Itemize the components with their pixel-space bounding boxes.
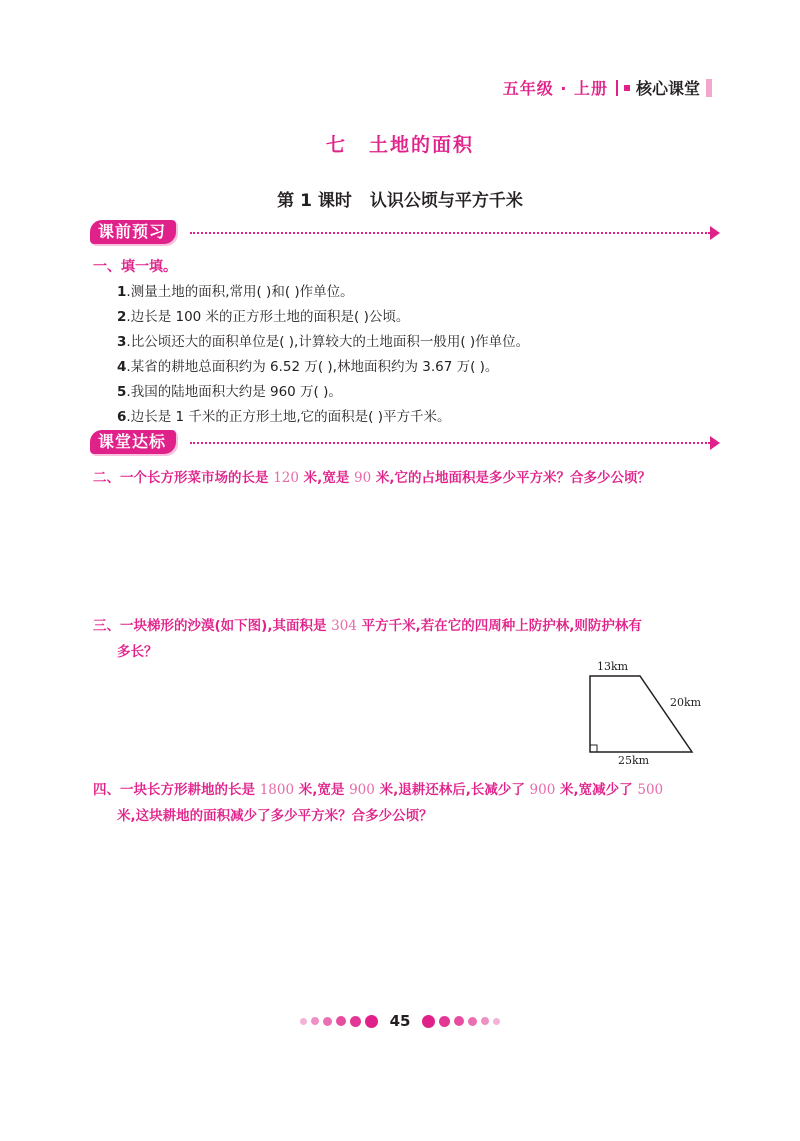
header-square-icon xyxy=(624,85,630,91)
footer-dot-icon xyxy=(300,1018,307,1025)
top-side-label: 13km xyxy=(597,660,629,673)
chapter-title xyxy=(0,130,800,157)
right-angle-marker xyxy=(590,745,597,752)
classroom-banner xyxy=(90,430,720,456)
bottom-side-label: 25km xyxy=(618,754,650,767)
problem-4-line-2: 米,这块耕地的面积减少了多少平方米？合多少公顷？ xyxy=(117,808,433,824)
footer-dot-icon xyxy=(350,1016,361,1027)
lesson-title xyxy=(0,186,800,211)
series-label: 核心课堂 xyxy=(635,79,700,98)
slant-side-label: 20km xyxy=(670,696,702,709)
running-header xyxy=(503,76,712,99)
footer-dot-icon xyxy=(336,1016,346,1026)
preview-banner xyxy=(90,220,720,246)
classroom-tab: 课堂达标 xyxy=(90,430,176,454)
page-number: 45 xyxy=(389,1012,411,1030)
banner-dotted-line xyxy=(190,232,710,234)
fill-item-4: 4.某省的耕地总面积约为 6.52 万( ),林地面积约为 3.67 万( )。 xyxy=(117,359,499,375)
arrow-right-icon xyxy=(710,436,720,450)
problem-2: 二、一个长方形菜市场的长是 120 米,宽是 90 米,它的占地面积是多少平方米？合多少公顷？ xyxy=(93,470,652,486)
lesson-name: 认识公顷与平方千米 xyxy=(369,191,523,211)
footer-dot-icon xyxy=(311,1017,319,1025)
fill-item-2: 2.边长是 100 米的正方形土地的面积是( )公顷。 xyxy=(117,309,410,325)
banner-dotted-line xyxy=(190,442,710,444)
footer-dot-icon xyxy=(493,1018,500,1025)
fill-item-1: 1.测量土地的面积,常用( )和( )作单位。 xyxy=(117,284,354,300)
trapezoid-diagram xyxy=(570,656,720,768)
footer-dot-icon xyxy=(422,1015,435,1028)
problem-3-line-2: 多长？ xyxy=(117,644,158,660)
fill-item-3: 3.比公顷还大的面积单位是( ),计算较大的土地面积一般用( )作单位。 xyxy=(117,334,530,350)
footer-dot-icon xyxy=(365,1015,378,1028)
preview-tab: 课前预习 xyxy=(90,220,176,244)
chapter-name: 土地的面积 xyxy=(369,134,475,156)
footer-dot-icon xyxy=(481,1017,489,1025)
footer-dot-icon xyxy=(439,1016,450,1027)
header-bar-icon xyxy=(706,79,712,97)
lesson-label: 第 1 课时 xyxy=(277,191,352,211)
grade-label: 五年级 · 上册 xyxy=(502,79,608,98)
problem-3: 三、一块梯形的沙漠(如下图),其面积是 304 平方千米,若在它的四周种上防护林,则防护林有 xyxy=(93,618,642,634)
footer-dot-icon xyxy=(468,1017,477,1026)
fill-item-5: 5.我国的陆地面积大约是 960 万( )。 xyxy=(117,384,342,400)
footer-dot-icon xyxy=(454,1016,464,1026)
problem-4: 四、一块长方形耕地的长是 1800 米,宽是 900 米,退耕还林后,长减少了 900 米,宽减少了 500 xyxy=(93,782,664,798)
trapezoid-shape xyxy=(590,676,692,752)
fill-item-6: 6.边长是 1 千米的正方形土地,它的面积是( )平方千米。 xyxy=(117,409,451,425)
header-divider xyxy=(616,80,618,96)
trapezoid-figure xyxy=(570,656,720,768)
part1-heading: 一、填一填。 xyxy=(93,259,177,275)
arrow-right-icon xyxy=(710,226,720,240)
footer-dot-icon xyxy=(323,1017,332,1026)
page-footer xyxy=(0,1012,800,1030)
chapter-number: 七 xyxy=(325,134,347,156)
